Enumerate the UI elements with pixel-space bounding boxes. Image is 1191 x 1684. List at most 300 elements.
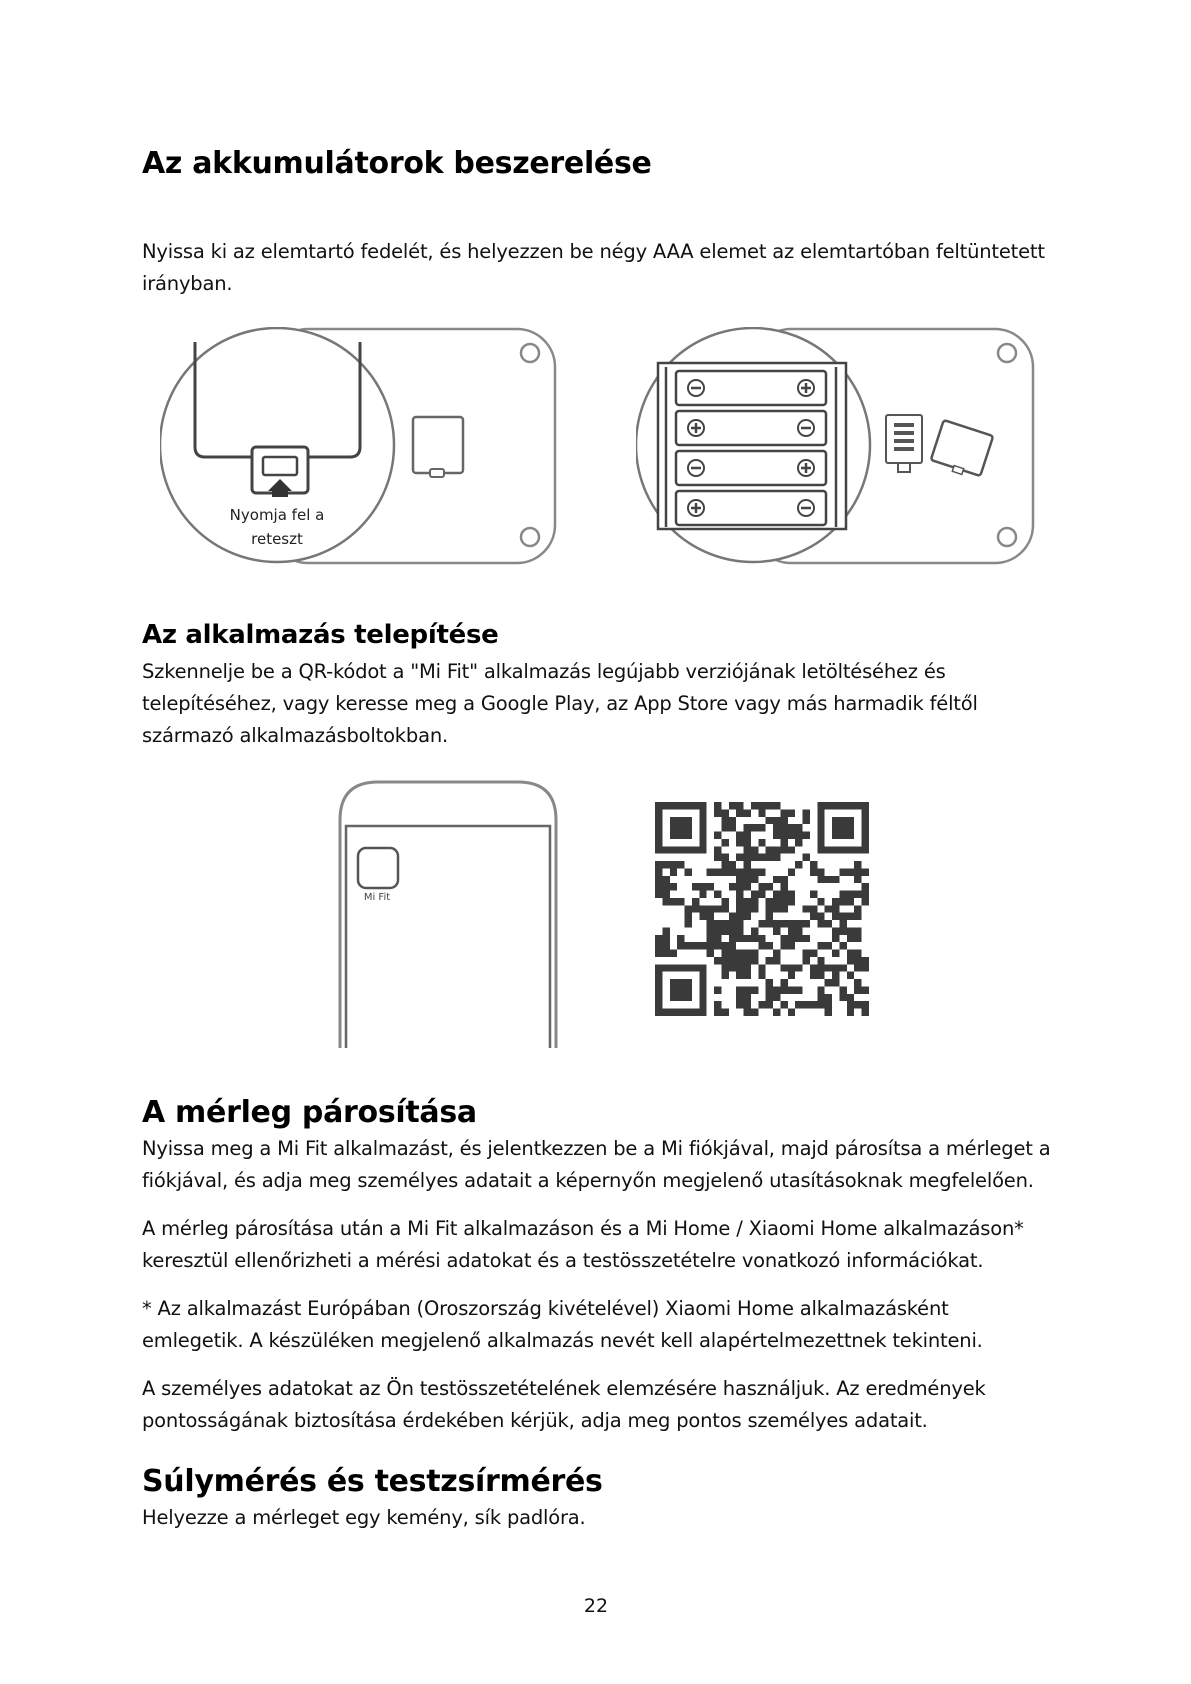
- qr-module: [773, 824, 780, 831]
- qr-module: [825, 964, 832, 971]
- qr-module: [862, 898, 869, 905]
- qr-module: [862, 824, 869, 831]
- qr-module: [795, 1001, 802, 1008]
- qr-module: [788, 868, 795, 875]
- qr-module: [810, 905, 817, 912]
- qr-module: [854, 846, 861, 853]
- qr-module: [729, 935, 736, 942]
- qr-module: [721, 920, 728, 927]
- qr-module: [773, 854, 780, 861]
- qr-module: [677, 861, 684, 868]
- qr-module: [854, 927, 861, 934]
- qr-module: [795, 861, 802, 868]
- qr-module: [729, 824, 736, 831]
- qr-module: [766, 817, 773, 824]
- qr-module: [662, 802, 669, 809]
- qr-module: [832, 950, 839, 957]
- qr-module: [744, 913, 751, 920]
- qr-module: [788, 846, 795, 853]
- qr-module: [839, 891, 846, 898]
- qr-module: [744, 861, 751, 868]
- qr-module: [655, 809, 662, 816]
- qr-module: [788, 942, 795, 949]
- qr-module: [810, 972, 817, 979]
- qr-module: [773, 950, 780, 957]
- qr-module: [825, 802, 832, 809]
- qr-module: [795, 964, 802, 971]
- qr-module: [729, 920, 736, 927]
- qr-module: [758, 854, 765, 861]
- qr-module: [854, 913, 861, 920]
- qr-module: [839, 898, 846, 905]
- qr-module: [788, 824, 795, 831]
- qr-module: [817, 809, 824, 816]
- qr-module: [685, 920, 692, 927]
- phone-icon: [338, 780, 558, 1050]
- qr-module: [729, 927, 736, 934]
- qr-module: [832, 935, 839, 942]
- qr-module: [670, 817, 677, 824]
- qr-module: [788, 972, 795, 979]
- qr-module: [839, 868, 846, 875]
- qr-module: [714, 957, 721, 964]
- qr-module: [862, 809, 869, 816]
- qr-module: [758, 809, 765, 816]
- qr-module: [744, 854, 751, 861]
- qr-module: [685, 802, 692, 809]
- qr-module: [780, 891, 787, 898]
- qr-module: [736, 809, 743, 816]
- qr-module: [817, 964, 824, 971]
- qr-module: [795, 839, 802, 846]
- qr-module: [817, 994, 824, 1001]
- qr-module: [662, 898, 669, 905]
- qr-module: [758, 824, 765, 831]
- qr-module: [810, 964, 817, 971]
- qr-module: [788, 935, 795, 942]
- qr-module: [854, 935, 861, 942]
- qr-module: [773, 957, 780, 964]
- qr-module: [825, 1009, 832, 1016]
- qr-module: [655, 861, 662, 868]
- qr-module: [766, 846, 773, 853]
- qr-module: [744, 935, 751, 942]
- qr-module: [736, 986, 743, 993]
- qr-module: [736, 957, 743, 964]
- qr-module: [847, 868, 854, 875]
- qr-module: [744, 876, 751, 883]
- qr-module: [670, 1009, 677, 1016]
- qr-module: [744, 972, 751, 979]
- qr-module: [825, 876, 832, 883]
- qr-module: [744, 957, 751, 964]
- qr-module: [817, 876, 824, 883]
- qr-module: [862, 891, 869, 898]
- qr-module: [766, 883, 773, 890]
- qr-module: [655, 964, 662, 971]
- qr-module: [817, 920, 824, 927]
- qr-module: [685, 824, 692, 831]
- qr-module: [839, 846, 846, 853]
- qr-module: [766, 986, 773, 993]
- qr-module: [862, 868, 869, 875]
- qr-module: [655, 972, 662, 979]
- qr-module: [744, 824, 751, 831]
- qr-module: [714, 986, 721, 993]
- qr-module: [736, 854, 743, 861]
- qr-module: [839, 920, 846, 927]
- qr-module: [729, 883, 736, 890]
- qr-module: [847, 846, 854, 853]
- qr-module: [692, 964, 699, 971]
- qr-module: [817, 898, 824, 905]
- qr-module: [817, 986, 824, 993]
- qr-module: [699, 942, 706, 949]
- qr-module: [832, 972, 839, 979]
- qr-module: [847, 1001, 854, 1008]
- qr-module: [736, 972, 743, 979]
- qr-module: [685, 986, 692, 993]
- qr-module: [707, 868, 714, 875]
- qr-module: [803, 854, 810, 861]
- qr-module: [677, 898, 684, 905]
- qr-module: [839, 802, 846, 809]
- qr-module: [736, 994, 743, 1001]
- qr-module: [685, 846, 692, 853]
- qr-module: [862, 1001, 869, 1008]
- qr-module: [729, 802, 736, 809]
- qr-module: [780, 824, 787, 831]
- section-title-app-install: Az alkalmazás telepítése: [142, 620, 499, 650]
- qr-module: [699, 846, 706, 853]
- qr-module: [832, 876, 839, 883]
- pairing-paragraph-3: * Az alkalmazást Európában (Oroszország kivételével) Xiaomi Home alkalmazásként emlegetik. A készüléken megjelenő alkalmazás nevét kell alapértelmezettnek tekinteni.: [142, 1297, 983, 1352]
- qr-module: [714, 1009, 721, 1016]
- qr-module: [758, 1001, 765, 1008]
- qr-module: [766, 854, 773, 861]
- qr-module: [699, 972, 706, 979]
- qr-module: [677, 832, 684, 839]
- qr-module: [780, 986, 787, 993]
- qr-module: [847, 957, 854, 964]
- qr-module: [699, 883, 706, 890]
- qr-module: [655, 846, 662, 853]
- qr-module: [692, 905, 699, 912]
- qr-module: [847, 898, 854, 905]
- qr-module: [810, 913, 817, 920]
- qr-module: [655, 1009, 662, 1016]
- qr-module: [692, 802, 699, 809]
- qr-module: [862, 802, 869, 809]
- qr-module: [736, 935, 743, 942]
- qr-module: [685, 979, 692, 986]
- qr-module: [766, 979, 773, 986]
- qr-module: [780, 809, 787, 816]
- qr-module: [862, 883, 869, 890]
- qr-module: [729, 817, 736, 824]
- qr-module: [714, 868, 721, 875]
- qr-module: [707, 920, 714, 927]
- qr-module: [744, 986, 751, 993]
- qr-module: [707, 913, 714, 920]
- qr-module: [736, 1001, 743, 1008]
- qr-module: [699, 964, 706, 971]
- pairing-paragraph-4: A személyes adatokat az Ön testösszetételének elemzésére használjuk. Az eredmények pontosságának biztosítása érdekében kérjük, adja meg pontos személyes adatait.: [142, 1377, 986, 1432]
- qr-module: [692, 942, 699, 949]
- qr-module: [655, 824, 662, 831]
- qr-module: [788, 832, 795, 839]
- qr-module: [803, 1001, 810, 1008]
- qr-code-icon: [655, 802, 869, 1016]
- qr-module: [803, 957, 810, 964]
- qr-module: [780, 905, 787, 912]
- qr-module: [810, 868, 817, 875]
- qr-module: [803, 905, 810, 912]
- qr-module: [773, 927, 780, 934]
- qr-module: [685, 905, 692, 912]
- qr-module: [854, 905, 861, 912]
- qr-module: [721, 964, 728, 971]
- qr-module: [736, 832, 743, 839]
- qr-module: [773, 905, 780, 912]
- qr-module: [795, 986, 802, 993]
- qr-module: [655, 817, 662, 824]
- qr-module: [670, 824, 677, 831]
- qr-module: [825, 979, 832, 986]
- qr-module: [780, 832, 787, 839]
- qr-module: [832, 898, 839, 905]
- qr-module: [832, 964, 839, 971]
- qr-module: [721, 868, 728, 875]
- qr-module: [677, 802, 684, 809]
- qr-module: [832, 913, 839, 920]
- qr-module: [662, 964, 669, 971]
- qr-module: [810, 861, 817, 868]
- page-number: 22: [583, 1595, 609, 1617]
- qr-module: [670, 986, 677, 993]
- qr-module: [655, 883, 662, 890]
- qr-module: [780, 846, 787, 853]
- qr-module: [677, 1009, 684, 1016]
- qr-module: [714, 927, 721, 934]
- qr-module: [788, 809, 795, 816]
- qr-module: [862, 817, 869, 824]
- qr-module: [655, 891, 662, 898]
- qr-module: [780, 817, 787, 824]
- section-title-batteries: Az akkumulátorok beszerelése: [142, 146, 652, 181]
- qr-module: [773, 846, 780, 853]
- qr-module: [780, 839, 787, 846]
- qr-module: [662, 927, 669, 934]
- qr-module: [744, 832, 751, 839]
- qr-module: [862, 964, 869, 971]
- qr-module: [758, 868, 765, 875]
- qr-module: [847, 913, 854, 920]
- qr-module: [766, 957, 773, 964]
- qr-module: [751, 950, 758, 957]
- qr-module: [847, 817, 854, 824]
- qr-module: [788, 927, 795, 934]
- qr-module: [736, 898, 743, 905]
- qr-module: [766, 1001, 773, 1008]
- qr-module: [817, 1001, 824, 1008]
- qr-module: [795, 824, 802, 831]
- qr-module: [692, 883, 699, 890]
- qr-module: [707, 935, 714, 942]
- qr-module: [817, 839, 824, 846]
- qr-module: [839, 817, 846, 824]
- qr-module: [721, 839, 728, 846]
- qr-module: [655, 950, 662, 957]
- qr-module: [773, 891, 780, 898]
- qr-module: [662, 883, 669, 890]
- qr-module: [692, 846, 699, 853]
- qr-module: [803, 832, 810, 839]
- qr-module: [780, 964, 787, 971]
- qr-module: [670, 846, 677, 853]
- qr-module: [662, 861, 669, 868]
- qr-module: [677, 942, 684, 949]
- qr-module: [751, 905, 758, 912]
- qr-module: [817, 817, 824, 824]
- qr-module: [847, 950, 854, 957]
- qr-module: [721, 809, 728, 816]
- qr-module: [685, 832, 692, 839]
- qr-module: [817, 868, 824, 875]
- qr-module: [795, 920, 802, 927]
- qr-module: [744, 950, 751, 957]
- qr-module: [780, 898, 787, 905]
- qr-module: [758, 920, 765, 927]
- qr-module: [662, 935, 669, 942]
- qr-module: [854, 868, 861, 875]
- qr-module: [655, 986, 662, 993]
- qr-module: [707, 927, 714, 934]
- latch-caption-line1: Nyomja fel a: [229, 506, 325, 524]
- qr-module: [803, 920, 810, 927]
- qr-module: [847, 891, 854, 898]
- qr-module: [744, 1001, 751, 1008]
- qr-module: [803, 809, 810, 816]
- qr-module: [847, 802, 854, 809]
- qr-module: [662, 942, 669, 949]
- qr-module: [655, 1001, 662, 1008]
- qr-module: [758, 972, 765, 979]
- qr-module: [699, 891, 706, 898]
- qr-module: [662, 1009, 669, 1016]
- qr-module: [699, 905, 706, 912]
- qr-module: [692, 1009, 699, 1016]
- qr-module: [839, 913, 846, 920]
- qr-module: [773, 876, 780, 883]
- qr-module: [862, 839, 869, 846]
- qr-module: [699, 832, 706, 839]
- qr-module: [751, 802, 758, 809]
- qr-module: [714, 809, 721, 816]
- qr-module: [847, 935, 854, 942]
- qr-module: [773, 1009, 780, 1016]
- qr-module: [847, 832, 854, 839]
- qr-module: [825, 994, 832, 1001]
- qr-module: [721, 854, 728, 861]
- qr-module: [721, 942, 728, 949]
- section-title-pairing: A mérleg párosítása: [142, 1095, 477, 1130]
- qr-module: [655, 802, 662, 809]
- qr-module: [736, 905, 743, 912]
- qr-module: [670, 898, 677, 905]
- qr-module: [677, 824, 684, 831]
- qr-module: [736, 927, 743, 934]
- qr-module: [677, 846, 684, 853]
- qr-module: [751, 1009, 758, 1016]
- qr-module: [832, 927, 839, 934]
- qr-module: [670, 964, 677, 971]
- qr-module: [751, 957, 758, 964]
- qr-module: [854, 876, 861, 883]
- qr-module: [854, 891, 861, 898]
- qr-module: [788, 898, 795, 905]
- qr-module: [803, 950, 810, 957]
- qr-module: [670, 868, 677, 875]
- qr-module: [736, 876, 743, 883]
- qr-module: [714, 920, 721, 927]
- qr-module: [862, 1009, 869, 1016]
- qr-module: [744, 839, 751, 846]
- qr-module: [714, 854, 721, 861]
- qr-module: [758, 942, 765, 949]
- qr-module: [773, 986, 780, 993]
- qr-module: [825, 846, 832, 853]
- qr-module: [788, 920, 795, 927]
- qr-module: [751, 891, 758, 898]
- qr-module: [803, 935, 810, 942]
- qr-module: [729, 942, 736, 949]
- qr-module: [751, 986, 758, 993]
- qr-module: [721, 1009, 728, 1016]
- qr-module: [707, 905, 714, 912]
- qr-module: [758, 883, 765, 890]
- qr-module: [751, 824, 758, 831]
- qr-module: [780, 920, 787, 927]
- qr-module: [744, 809, 751, 816]
- qr-module: [854, 1001, 861, 1008]
- qr-module: [780, 979, 787, 986]
- qr-module: [655, 994, 662, 1001]
- qr-module: [714, 942, 721, 949]
- qr-module: [773, 994, 780, 1001]
- qr-module: [839, 927, 846, 934]
- qr-module: [699, 839, 706, 846]
- qr-module: [721, 950, 728, 957]
- qr-module: [685, 817, 692, 824]
- qr-module: [788, 964, 795, 971]
- qr-module: [736, 883, 743, 890]
- qr-module: [736, 964, 743, 971]
- qr-module: [803, 817, 810, 824]
- qr-module: [729, 957, 736, 964]
- qr-module: [766, 942, 773, 949]
- qr-module: [662, 876, 669, 883]
- mi-fit-app-label: Mi Fit: [363, 892, 391, 903]
- qr-module: [758, 802, 765, 809]
- qr-module: [744, 846, 751, 853]
- qr-module: [810, 950, 817, 957]
- qr-module: [758, 891, 765, 898]
- qr-module: [662, 891, 669, 898]
- qr-module: [832, 832, 839, 839]
- qr-module: [832, 817, 839, 824]
- weighing-instructions: Helyezze a mérleget egy kemény, sík padlóra.: [142, 1506, 586, 1529]
